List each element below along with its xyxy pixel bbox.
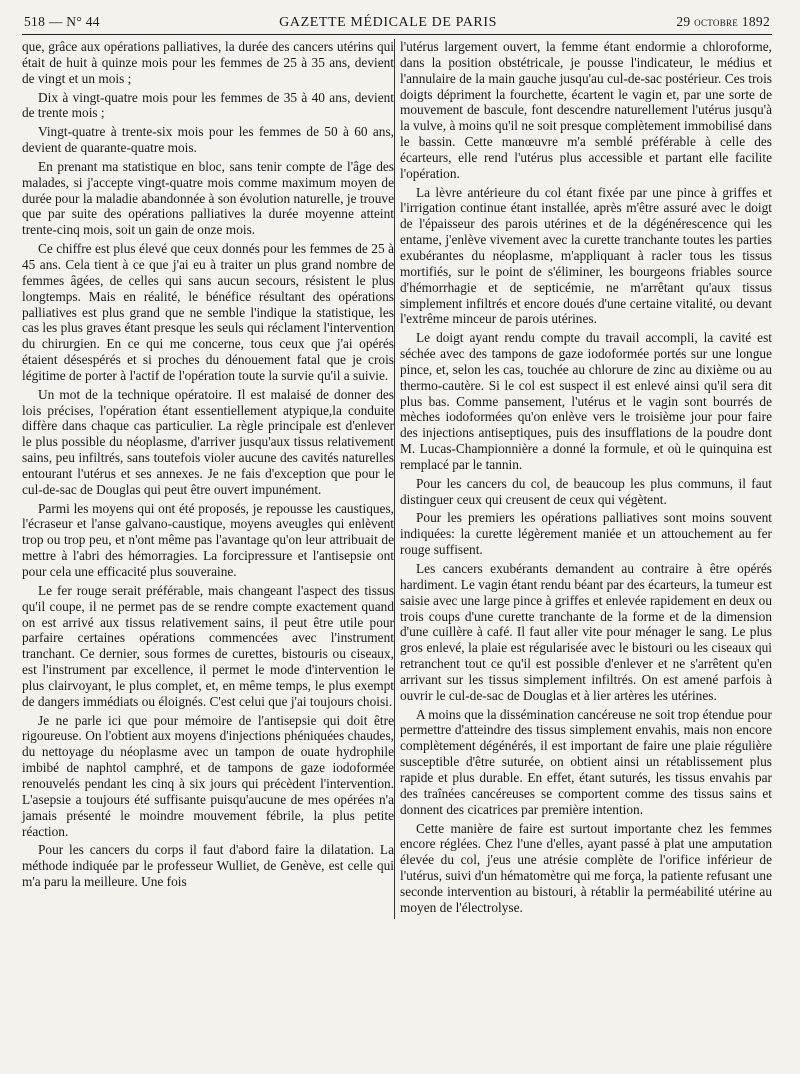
paragraph: La lèvre antérieure du col étant fixée par une pince à griffes et l'irrigation continue étant installée, après m'être assuré avec le doigt de l'épaisseur des parois utérines et de la dégénérescence qui les entame, j'enlève vivement avec la curette tranchante toutes les parties exubérantes du néoplasme, m'appliquant à racler tous les tissus mortifiés, sur le point de s'éliminer, les bourgeons friables source d'hémorrhagie et de septicémie, ne m'arrêtant qu'aux tissus simplement infiltrés et encore doués d'une certaine vitalité, ou devant l'extrême minceur de parois utérines. xyxy=(400,184,772,327)
page-number-issue: 518 — N° 44 xyxy=(24,14,100,29)
paragraph: Le doigt ayant rendu compte du travail accompli, la cavité est séchée avec des tampons de gaze iodoformée portés sur une longue pince, et, selon les cas, touchée au chlorure de zinc au dixième ou au thermo-cautère. Si le col est suspect il est enlevé ainsi qu'il sera dit plus bas. Comme pansement, l'utérus et le vagin sont bourrés de mèches iodoformées qu'on enlève vers le troisième jour pour faire des injections antiseptiques, puis des insufflations de la poudre dont M. Lucas-Championnière a donné la formule, et où le quinquina est remplacé par le tannin. xyxy=(400,330,772,472)
paragraph: Les cancers exubérants demandent au contraire à être opérés hardiment. Le vagin étant rendu béant par des écarteurs, la tumeur est saisie avec une large pince à griffes et enlevée rapidement en deux ou trois coups d'une curette tranchante de la forme et de la dimension d'une cuillère à café. Il faut aller vite pour ménager le sang. Le plus gros enlevé, la plaie est régularisée avec le bistouri ou les ciseaux qui retranchent tout ce qu'il est possible d'enlever et ne s'arrêtent qu'en arrivant sur les tissus simplement infiltrés. On est amené parfois à ouvrir le cul-de-sac de Douglas et à lier artères les utérines. xyxy=(400,561,772,703)
issue-date xyxy=(676,14,770,30)
publication-title: GAZETTE MÉDICALE DE PARIS xyxy=(279,15,498,30)
left-column xyxy=(22,39,394,919)
paragraph: Vingt-quatre à trente-six mois pour les femmes de 50 à 60 ans, devient de quarante-quatre mois. xyxy=(22,124,394,156)
paragraph: Pour les premiers les opérations palliatives sont moins souvent indiquées: la curette légèrement maniée et un attouchement au fer rouge suffisent. xyxy=(400,510,772,558)
paragraph: En prenant ma statistique en bloc, sans tenir compte de l'âge des malades, si j'accepte vingt-quatre mois comme maximum moyen de durée pour la maladie abandonnée à son évolution naturelle, je trouve que par suite des opérations palliatives la durée moyenne atteint trente-cinq mois, soit un gain de onze mois. xyxy=(22,158,394,238)
date-month: octobre xyxy=(694,14,739,29)
column-divider xyxy=(394,39,395,919)
paragraph: Pour les cancers du col, de beaucoup les plus communs, il faut distinguer ceux qui creusent de ceux qui végètent. xyxy=(400,475,772,507)
paragraph: Je ne parle ici que pour mémoire de l'antisepsie qui doit être rigoureuse. On l'obtient aux moyens d'injections phéniquées chaudes, du nettoyage du néoplasme avec un tampon de ouate hydrophile imbibé de naphtol camphré, et de tampons de gaze iodoformée renouvelés pendant les cinq à six jours qui précèdent l'intervention. L'asepsie a toujours été suffisante puisqu'aucune de mes opérées n'a jamais présenté le moindre mouvement fébrile, la plus petite réaction. xyxy=(22,712,394,839)
paragraph: Dix à vingt-quatre mois pour les femmes de 35 à 40 ans, devient de trente mois ; xyxy=(22,89,394,121)
paragraph: Parmi les moyens qui ont été proposés, je repousse les caustiques, l'écraseur et l'anse galvano-caustique, moyens aveugles qui enlèvent trop ou trop peu, et n'ont même pas l'avantage qu'on leur attribuait de mettre à l'abri des hémorragies. La forcipressure et l'antisepsie ont pour cela une efficacité plus souveraine. xyxy=(22,500,394,579)
date-year: 1892 xyxy=(741,14,770,29)
paragraph: que, grâce aux opérations palliatives, la durée des cancers utérins qui était de huit à quinze mois pour les femmes de 25 à 35 ans, devient de vingt et un mois ; xyxy=(22,39,394,86)
article-columns xyxy=(22,39,772,919)
paragraph: Le fer rouge serait préférable, mais changeant l'aspect des tissus qu'il coupe, il ne permet pas de se rendre compte exactement quand on est arrivé aux tissus relativement sains, il peut être utile pour parfaire certaines opérations commencées avec l'instrument tranchant. Ce dernier, sous formes de curettes, bistouris ou ciseaux, est l'instrument par excellence, il permet le mode d'intervention le plus clairvoyant, le plus complet, et, en même temps, le plus exempt de dangers immédiats ou éloignés. C'est celui que j'ai toujours choisi. xyxy=(22,582,394,709)
paragraph: Un mot de la technique opératoire. Il est malaisé de donner des lois précises, l'opération étant essentiellement atypique,la conduite diffère dans chaque cas particulier. La règle principale est d'enlever le plus possible du néoplasme, d'arriver jusqu'aux tissus relativement sains, peu infiltrés, sans toutefois violer aucune des cavités naturelles entourant l'utérus et ses annexes. Je ne fais d'exception que pour le cul-de-sac de Douglas qui peut être ouvert impunément. xyxy=(22,386,394,497)
paragraph: l'utérus largement ouvert, la femme étant endormie a chloroforme, dans la position obstétricale, je pousse l'indicateur, le médius et l'annulaire de la main gauche jusqu'au cul-de-sac postérieur. Ces trois doigts dépriment la fourchette, écartent le vagin et, par une sorte de mouvement de bascule, font descendre naturellement l'utérus jusqu'à la vulve, à moins qu'il ne soit presque complètement immobilisé dans le bassin. Cette manœuvre m'a semblé préférable à celle des écarteurs, elle rend l'utérus plus accessible et partant elle facilite l'opération. xyxy=(400,39,772,181)
date-day: 29 xyxy=(676,14,691,29)
paragraph: Ce chiffre est plus élevé que ceux donnés pour les femmes de 25 à 45 ans. Cela tient à ce que j'ai eu à traiter un plus grand nombre de femmes âgées, de celles qui sans aucun secours, résistent le plus longtemps. Mais en réalité, le bénéfice résultant des opérations palliatives est plus grand que ne semble l'indique la statistique, les cas les plus graves étant presque les seuls qui réclament l'intervention du chirurgien. En ce qui me concerne, tous ceux que j'ai opérés étaient désespérés et si proches du dénouement fatal que je crois légitime de porter à l'actif de l'opération toute la survie qu'il a suivie. xyxy=(22,241,394,383)
paragraph: A moins que la dissémination cancéreuse ne soit trop étendue pour permettre d'atteindre des tissus simplement envahis, mais non encore complètement dégénérés, il est important de faire une plaie régulière susceptible d'être suturée, on obtient ainsi un rétablissement plus rapide et plus durable. En effet, étant suturés, les tissus envahis par des traînées cancéreuses se comportent comme des tissus sains et donnent des cicatrices par première intention. xyxy=(400,706,772,817)
right-column xyxy=(400,39,772,919)
page-header xyxy=(22,14,772,35)
paragraph: Pour les cancers du corps il faut d'abord faire la dilatation. La méthode indiquée par le professeur Wulliet, de Genève, est celle qui m'a paru la meilleure. Une fois xyxy=(22,842,394,890)
paragraph: Cette manière de faire est surtout importante chez les femmes encore réglées. Chez l'une d'elles, ayant passé à plat une amputation élevée du col, j'eus une atrésie complète de l'orifice inférieur de l'utérus, suivi d'un hématomètre qui me força, la patiente refusant une seconde intervention au bistouri, à rétablir la perméabilité utérine au moyen de l'électrolyse. xyxy=(400,820,772,915)
